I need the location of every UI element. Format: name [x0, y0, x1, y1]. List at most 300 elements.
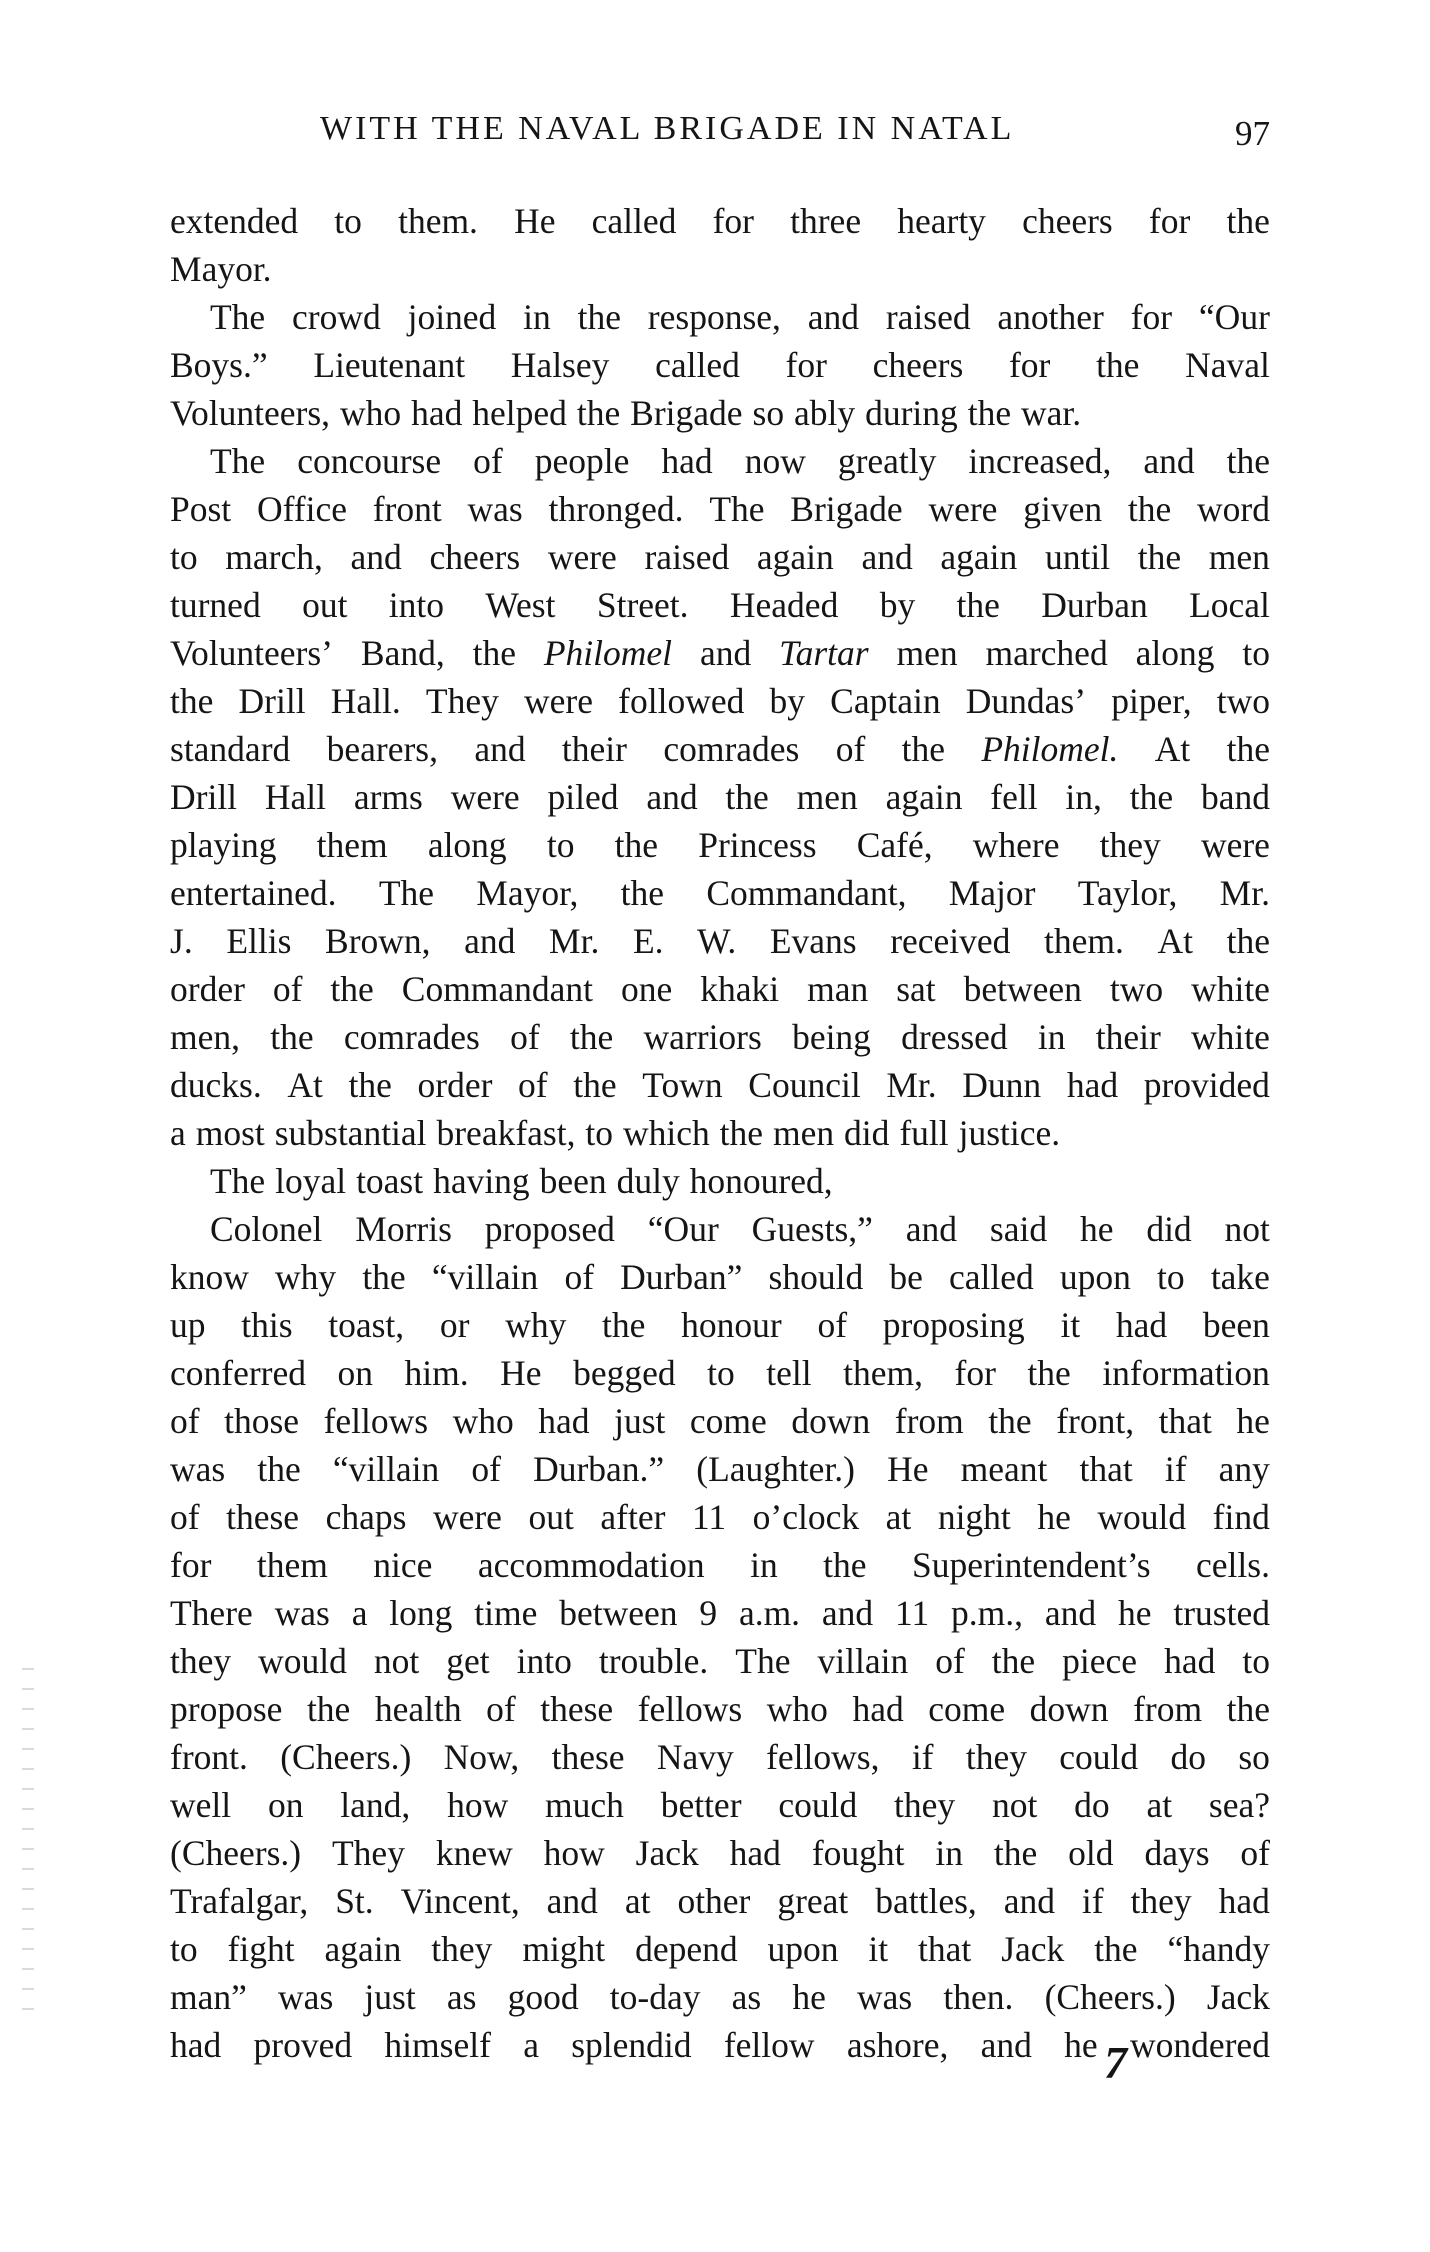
- text-word: the: [1226, 1689, 1270, 1729]
- text-word: most: [195, 1113, 265, 1153]
- text-word: a: [523, 2025, 539, 2065]
- text-word: E.: [632, 921, 664, 961]
- text-word: Durban.”: [533, 1449, 665, 1489]
- text-line: [170, 197, 1270, 245]
- text-line: [170, 1685, 1270, 1733]
- text-word: these: [551, 1737, 625, 1777]
- text-word: Brown,: [325, 921, 431, 961]
- running-head: [170, 110, 1270, 160]
- text-word: Captain: [830, 681, 941, 721]
- text-word: the: [257, 1449, 301, 1489]
- text-word: they: [965, 1737, 1027, 1777]
- text-word: 11: [895, 1593, 930, 1633]
- text-word: they: [894, 1785, 956, 1825]
- text-word: of: [835, 729, 866, 769]
- text-word: the: [602, 1305, 646, 1345]
- text-line: [170, 1397, 1270, 1445]
- text-word: substantial: [274, 1113, 427, 1153]
- text-word: propose: [170, 1689, 283, 1729]
- text-word: turned: [170, 585, 261, 625]
- text-word: the: [573, 1065, 617, 1105]
- text-word: ably: [794, 393, 856, 433]
- text-word: the: [569, 1017, 614, 1057]
- text-word: people: [534, 441, 630, 481]
- text-word: their: [1095, 1017, 1161, 1057]
- text-word: Street.: [596, 585, 689, 625]
- text-word: of: [471, 1449, 501, 1489]
- text-word: splendid: [571, 2025, 692, 2065]
- text-word: Durban”: [620, 1257, 743, 1297]
- text-word: hearty: [897, 201, 986, 241]
- text-word: Jack: [1001, 1929, 1065, 1969]
- text-line: [170, 965, 1270, 1013]
- text-word: do: [1074, 1785, 1110, 1825]
- text-word: two: [1216, 681, 1270, 721]
- text-line: [170, 629, 1270, 677]
- text-word: order: [170, 969, 245, 1009]
- text-word: front: [372, 489, 442, 529]
- text-word: by: [879, 585, 916, 625]
- text-word: war.: [1021, 393, 1082, 433]
- text-word: get: [446, 1641, 490, 1681]
- text-word: and: [646, 777, 698, 817]
- text-word: to: [585, 1113, 614, 1153]
- text-word: were: [450, 777, 520, 817]
- text-word: of: [486, 1689, 516, 1729]
- text-word: followed: [618, 681, 745, 721]
- text-word: Jack: [635, 1833, 699, 1873]
- text-word: fellows,: [766, 1737, 880, 1777]
- text-word: The: [210, 1161, 266, 1201]
- text-word: might: [522, 1929, 606, 1969]
- text-line: [170, 1301, 1270, 1349]
- text-word: called: [591, 201, 677, 241]
- text-line: [170, 1925, 1270, 1973]
- text-line: [170, 389, 1270, 437]
- body-text: [170, 197, 1270, 2069]
- text-word: and: [1003, 1881, 1055, 1921]
- page-number: 97: [1235, 114, 1270, 153]
- text-word: They: [332, 1833, 405, 1873]
- text-word: they: [1099, 825, 1161, 865]
- text-word: the: [1127, 489, 1172, 529]
- text-word: khaki: [700, 969, 780, 1009]
- text-word: were: [432, 1497, 502, 1537]
- text-word: Commandant,: [706, 873, 907, 913]
- text-word: if: [911, 1737, 934, 1777]
- text-word: again: [940, 537, 1018, 577]
- text-word: Jack: [1206, 1977, 1270, 2017]
- text-word: honoured,: [689, 1161, 833, 1201]
- text-word: the: [1226, 729, 1270, 769]
- text-word: along: [427, 825, 507, 865]
- text-word: of: [272, 969, 303, 1009]
- text-word: why: [275, 1257, 337, 1297]
- text-line: [170, 1061, 1270, 1109]
- text-word: nice: [373, 1545, 433, 1585]
- text-word: the: [577, 297, 621, 337]
- text-word: The: [735, 1641, 791, 1681]
- text-word: depend: [635, 1929, 738, 1969]
- text-word: Morris: [355, 1209, 452, 1249]
- text-word: called: [655, 345, 740, 385]
- text-word: comrades: [343, 1017, 480, 1057]
- text-word: front,: [1056, 1401, 1135, 1441]
- text-word: how: [447, 1785, 509, 1825]
- text-word: helped: [472, 393, 567, 433]
- text-word: Taylor,: [1077, 873, 1178, 913]
- text-word: piper,: [1111, 681, 1192, 721]
- text-word: piled: [547, 777, 619, 817]
- text-line: [170, 1829, 1270, 1877]
- text-word: cells.: [1196, 1545, 1270, 1585]
- text-word: was: [467, 489, 523, 529]
- text-word: he: [792, 1977, 826, 2017]
- text-word: Local: [1189, 585, 1270, 625]
- text-word: accommodation: [477, 1545, 705, 1585]
- text-word: trusted: [1173, 1593, 1270, 1633]
- text-word: the: [620, 873, 665, 913]
- text-word: into: [388, 585, 445, 625]
- text-word: Mayor.: [170, 249, 272, 289]
- text-word: Drill: [170, 777, 238, 817]
- text-word: could: [1059, 1737, 1139, 1777]
- text-line: [170, 1493, 1270, 1541]
- text-word: Drill: [238, 681, 306, 721]
- text-word: W.: [697, 921, 737, 961]
- text-word: There: [170, 1593, 253, 1633]
- text-word: Now,: [443, 1737, 520, 1777]
- text-word: marched: [985, 633, 1108, 673]
- text-word: of: [935, 1641, 965, 1681]
- text-word: toast,: [328, 1305, 405, 1345]
- text-word: Evans: [769, 921, 857, 961]
- text-word: Dundas’: [965, 681, 1087, 721]
- text-word: Halsey: [510, 345, 610, 385]
- text-word: of: [510, 1017, 540, 1057]
- text-line: [170, 581, 1270, 629]
- text-word: Mr.: [1219, 873, 1270, 913]
- text-word: were: [547, 537, 617, 577]
- text-word: of: [473, 441, 503, 481]
- text-word: to: [170, 537, 198, 577]
- text-word: the: [956, 585, 1000, 625]
- text-word: men: [796, 777, 858, 817]
- text-word: just: [364, 1977, 416, 2017]
- text-word: raised: [885, 297, 971, 337]
- text-word: being: [792, 1017, 871, 1057]
- text-word: long: [389, 1593, 453, 1633]
- text-word: Hall.: [330, 681, 401, 721]
- text-word: Post: [170, 489, 232, 529]
- text-word: front.: [170, 1737, 248, 1777]
- text-word: cheers: [1022, 201, 1113, 241]
- text-word: the: [1096, 345, 1140, 385]
- text-line: [170, 1253, 1270, 1301]
- text-word: the: [993, 1833, 1038, 1873]
- text-word: who: [766, 1689, 828, 1729]
- text-word: Brigade: [630, 393, 743, 433]
- text-line: [170, 1733, 1270, 1781]
- text-word: Brigade: [790, 489, 903, 529]
- text-word: time: [474, 1593, 538, 1633]
- text-word: these: [226, 1497, 300, 1537]
- text-word: well: [170, 1785, 232, 1825]
- text-word: on: [267, 1785, 304, 1825]
- text-word: white: [1191, 969, 1270, 1009]
- text-word: been: [1202, 1305, 1270, 1345]
- text-word: received: [890, 921, 1011, 961]
- text-word: proved: [253, 2025, 353, 2065]
- text-word: bearers,: [326, 729, 438, 769]
- text-word: if: [1164, 1449, 1187, 1489]
- text-line: [170, 293, 1270, 341]
- text-word: great: [777, 1881, 849, 1921]
- text-word: was: [857, 1977, 913, 2017]
- text-word: sea?: [1208, 1785, 1270, 1825]
- text-word: cheers: [872, 345, 964, 385]
- text-word: white: [1191, 1017, 1270, 1057]
- text-word: Office: [256, 489, 347, 529]
- text-word: breakfast,: [436, 1113, 576, 1153]
- running-title: WITH THE NAVAL BRIGADE IN NATAL: [320, 110, 1015, 147]
- text-word: Colonel: [210, 1209, 323, 1249]
- text-word: Princess: [698, 825, 817, 865]
- text-line: [170, 1589, 1270, 1637]
- text-word: down: [791, 1401, 871, 1441]
- text-word: St.: [335, 1881, 374, 1921]
- text-word: justice.: [958, 1113, 1061, 1153]
- text-word: they: [170, 1641, 232, 1681]
- text-word: for: [954, 1353, 996, 1393]
- text-word: battles,: [875, 1881, 977, 1921]
- text-word: had: [729, 1833, 781, 1873]
- text-word: not: [991, 1785, 1038, 1825]
- text-line: [170, 1445, 1270, 1493]
- text-line: [170, 485, 1270, 533]
- text-word: p.m.,: [951, 1593, 1024, 1633]
- text-word: entertained.: [170, 873, 337, 913]
- text-word: 11: [691, 1497, 727, 1537]
- text-word: Mr.: [549, 921, 600, 961]
- text-word: that: [1158, 1401, 1212, 1441]
- text-line: [170, 1541, 1270, 1589]
- text-word: had: [1066, 1065, 1119, 1105]
- text-word: then.: [943, 1977, 1014, 2017]
- text-word: himself: [384, 2025, 491, 2065]
- text-word: days: [1144, 1833, 1210, 1873]
- text-word: Tartar: [779, 633, 869, 673]
- text-word: had: [411, 393, 463, 433]
- text-word: and: [861, 537, 913, 577]
- text-word: said: [989, 1209, 1048, 1249]
- text-word: tell: [766, 1353, 812, 1393]
- text-word: upon: [767, 1929, 839, 1969]
- text-word: extended: [170, 201, 299, 241]
- text-word: out: [302, 585, 348, 625]
- text-word: fight: [227, 1929, 295, 1969]
- text-word: he: [1236, 1401, 1270, 1441]
- text-word: for: [1130, 297, 1173, 337]
- text-line: [170, 437, 1270, 485]
- text-word: for: [712, 201, 754, 241]
- text-word: crowd: [292, 297, 381, 337]
- text-word: again: [324, 1929, 402, 1969]
- text-word: the: [1027, 1353, 1071, 1393]
- text-word: who: [452, 1401, 514, 1441]
- text-word: comrades: [663, 729, 800, 769]
- text-word: He: [500, 1353, 542, 1393]
- text-word: concourse: [297, 441, 442, 481]
- text-word: the: [472, 633, 516, 673]
- text-word: why: [505, 1305, 567, 1345]
- text-word: them.: [1044, 921, 1124, 961]
- text-word: the: [1137, 537, 1182, 577]
- text-word: Navy: [656, 1737, 734, 1777]
- text-word: he: [1079, 1209, 1114, 1249]
- text-word: Town: [642, 1065, 723, 1105]
- text-word: He: [514, 201, 556, 241]
- text-word: standard: [170, 729, 291, 769]
- text-word: Naval: [1185, 345, 1270, 385]
- text-word: into: [516, 1641, 572, 1681]
- text-word: in,: [1065, 777, 1102, 817]
- text-word: them,: [843, 1353, 923, 1393]
- text-word: by: [769, 681, 806, 721]
- text-word: had: [852, 1689, 904, 1729]
- text-word: him.: [404, 1353, 469, 1393]
- text-word: did: [1146, 1209, 1192, 1249]
- text-word: find: [1212, 1497, 1270, 1537]
- text-word: They: [425, 681, 499, 721]
- text-word: the: [362, 1257, 406, 1297]
- text-word: raised: [644, 537, 730, 577]
- text-word: been: [539, 1161, 607, 1201]
- text-word: old: [1068, 1833, 1114, 1873]
- text-word: to: [707, 1353, 735, 1393]
- text-word: villain: [817, 1641, 909, 1681]
- text-line: [170, 1157, 1270, 1205]
- text-word: man”: [170, 1977, 247, 2017]
- text-word: and: [546, 1881, 598, 1921]
- text-word: to: [546, 825, 575, 865]
- text-word: take: [1210, 1257, 1270, 1297]
- text-word: J.: [170, 921, 193, 961]
- text-word: at: [1146, 1785, 1173, 1825]
- text-word: sat: [896, 969, 936, 1009]
- text-word: Volunteers’: [170, 633, 334, 673]
- text-line: [170, 1013, 1270, 1061]
- text-word: between: [963, 969, 1082, 1009]
- text-word: for: [1148, 201, 1191, 241]
- text-word: word: [1196, 489, 1270, 529]
- text-word: dressed: [901, 1017, 1008, 1057]
- text-word: in: [1037, 1017, 1066, 1057]
- text-word: and: [807, 297, 859, 337]
- text-word: the: [1226, 441, 1270, 481]
- text-word: At: [1157, 921, 1194, 961]
- text-word: know: [170, 1257, 249, 1297]
- text-word: “villain: [431, 1257, 539, 1297]
- text-word: the: [823, 1545, 867, 1585]
- text-line: [170, 245, 1270, 293]
- text-word: it: [868, 1929, 889, 1969]
- text-word: or: [439, 1305, 470, 1345]
- text-line: [170, 1781, 1270, 1829]
- text-word: the: [330, 969, 374, 1009]
- text-word: men: [1208, 537, 1270, 577]
- text-line: [170, 869, 1270, 917]
- text-word: proposed: [484, 1209, 615, 1249]
- text-line: [170, 533, 1270, 581]
- text-word: night: [937, 1497, 1011, 1537]
- signature-mark: 7: [1104, 2037, 1127, 2088]
- text-word: The: [210, 297, 266, 337]
- text-word: now: [744, 441, 806, 481]
- text-word: and: [350, 537, 402, 577]
- text-word: of: [170, 1401, 200, 1441]
- text-word: increased,: [968, 441, 1112, 481]
- text-word: having: [433, 1161, 530, 1201]
- text-word: “villain: [332, 1449, 440, 1489]
- text-word: and: [905, 1209, 958, 1249]
- text-word: as: [446, 1977, 477, 2017]
- text-word: thronged.: [548, 489, 684, 529]
- text-word: a: [351, 1593, 368, 1633]
- text-word: that: [1079, 1449, 1133, 1489]
- text-word: they: [1130, 1881, 1192, 1921]
- text-word: to: [170, 1929, 198, 1969]
- text-word: two: [1109, 969, 1164, 1009]
- text-line: [170, 773, 1270, 821]
- text-word: of: [1240, 1833, 1270, 1873]
- text-word: Philomel: [543, 633, 673, 673]
- text-line: [170, 341, 1270, 389]
- text-word: men: [896, 633, 958, 673]
- text-line: [170, 1349, 1270, 1397]
- text-word: meant: [960, 1449, 1048, 1489]
- text-word: trouble.: [598, 1641, 709, 1681]
- text-word: should: [768, 1257, 864, 1297]
- text-word: them.: [398, 201, 478, 241]
- text-word: a: [170, 1113, 186, 1153]
- text-word: At: [1154, 729, 1191, 769]
- text-word: Volunteers,: [170, 393, 331, 433]
- text-word: the: [270, 1017, 314, 1057]
- text-word: Philomel.: [981, 729, 1119, 769]
- text-word: so: [752, 393, 785, 433]
- text-word: for: [785, 345, 827, 385]
- text-word: to: [334, 201, 362, 241]
- text-word: again: [756, 537, 834, 577]
- text-word: again: [885, 777, 963, 817]
- text-word: and: [1143, 441, 1195, 481]
- text-line: [170, 1109, 1270, 1157]
- text-word: where: [972, 825, 1060, 865]
- text-word: would: [1097, 1497, 1187, 1537]
- text-word: another: [997, 297, 1104, 337]
- text-word: had: [170, 2025, 222, 2065]
- text-word: good: [507, 1977, 579, 2017]
- text-word: ashore,: [846, 2025, 949, 2065]
- text-line: [170, 1637, 1270, 1685]
- text-word: fellow: [723, 2025, 815, 2065]
- text-word: Dunn: [962, 1065, 1042, 1105]
- text-word: toast: [356, 1161, 424, 1201]
- text-word: from: [894, 1401, 964, 1441]
- text-word: man: [807, 969, 869, 1009]
- text-word: conferred: [170, 1353, 306, 1393]
